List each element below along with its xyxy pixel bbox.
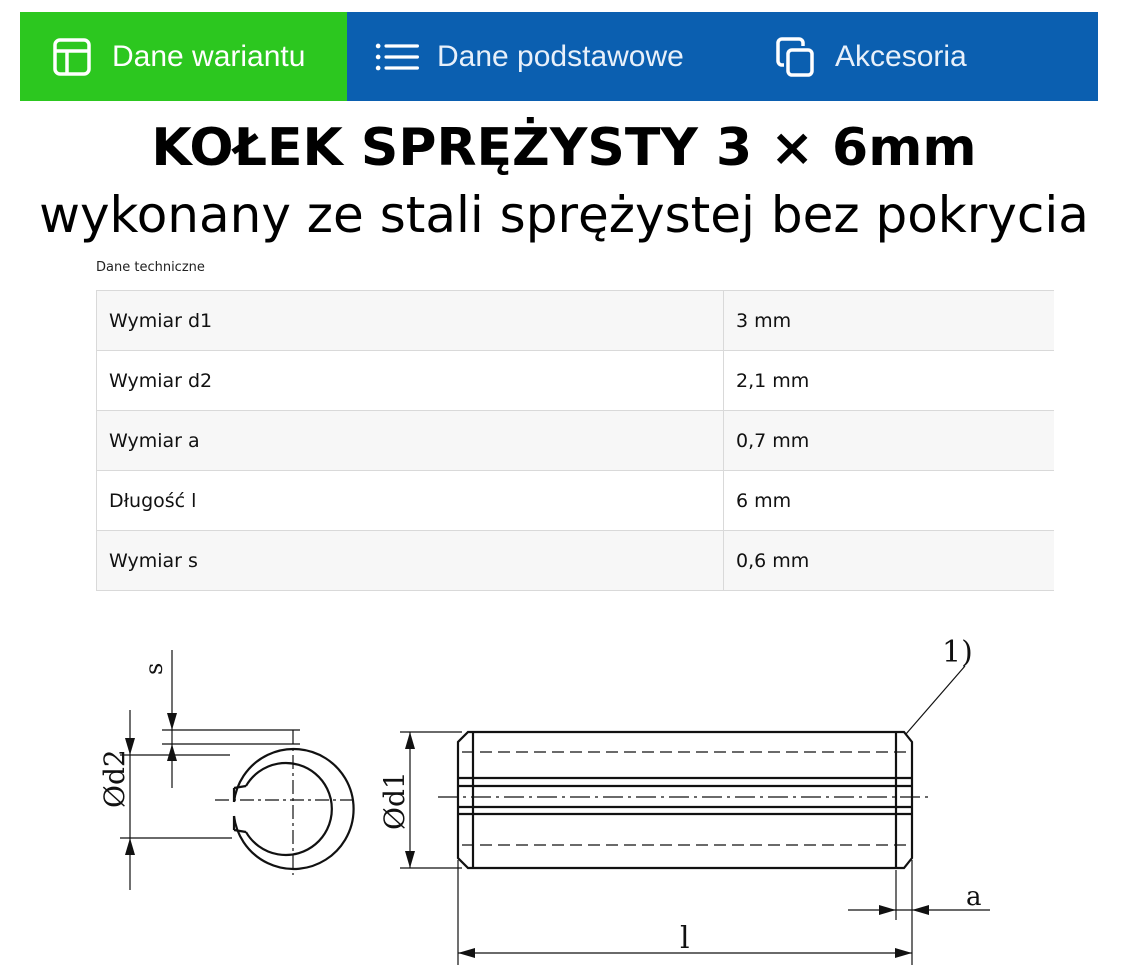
label-d2: Ød2 bbox=[98, 749, 131, 808]
tab-akcesoria[interactable] bbox=[743, 12, 967, 101]
row-name: Długość l bbox=[97, 471, 724, 531]
row-value: 2,1 mm bbox=[724, 351, 1055, 411]
row-name: Wymiar d2 bbox=[97, 351, 724, 411]
tech-data-table bbox=[96, 290, 1054, 591]
layout-icon bbox=[50, 35, 94, 79]
technical-drawing bbox=[0, 620, 1128, 970]
row-value: 0,7 mm bbox=[724, 411, 1055, 471]
table-row bbox=[97, 411, 1055, 471]
row-name: Wymiar d1 bbox=[97, 291, 724, 351]
product-title: KOŁEK SPRĘŻYSTY 3 × 6mm bbox=[151, 118, 977, 178]
table-row bbox=[97, 531, 1055, 591]
table-row bbox=[97, 471, 1055, 531]
tab-dane-wariantu[interactable] bbox=[20, 12, 347, 101]
row-name: Wymiar s bbox=[97, 531, 724, 591]
list-icon bbox=[375, 35, 419, 79]
tab-dane-podstawowe[interactable] bbox=[347, 12, 743, 101]
tech-data-label: Dane techniczne bbox=[96, 260, 205, 275]
row-value: 3 mm bbox=[724, 291, 1055, 351]
table-row bbox=[97, 351, 1055, 411]
row-value: 0,6 mm bbox=[724, 531, 1055, 591]
product-subtitle: wykonany ze stali sprężystej bez pokrycia bbox=[39, 186, 1089, 244]
label-note: 1) bbox=[942, 635, 973, 670]
tab-label: Dane podstawowe bbox=[437, 39, 684, 73]
label-s: s bbox=[140, 662, 168, 675]
row-value: 6 mm bbox=[724, 471, 1055, 531]
tab-bar bbox=[20, 12, 1098, 101]
label-d1: Ød1 bbox=[378, 771, 411, 830]
tab-label: Akcesoria bbox=[835, 39, 967, 73]
table-row bbox=[97, 291, 1055, 351]
copy-icon bbox=[773, 35, 817, 79]
row-name: Wymiar a bbox=[97, 411, 724, 471]
label-a: a bbox=[966, 882, 982, 912]
label-l: l bbox=[680, 921, 690, 956]
tab-label: Dane wariantu bbox=[112, 39, 306, 73]
